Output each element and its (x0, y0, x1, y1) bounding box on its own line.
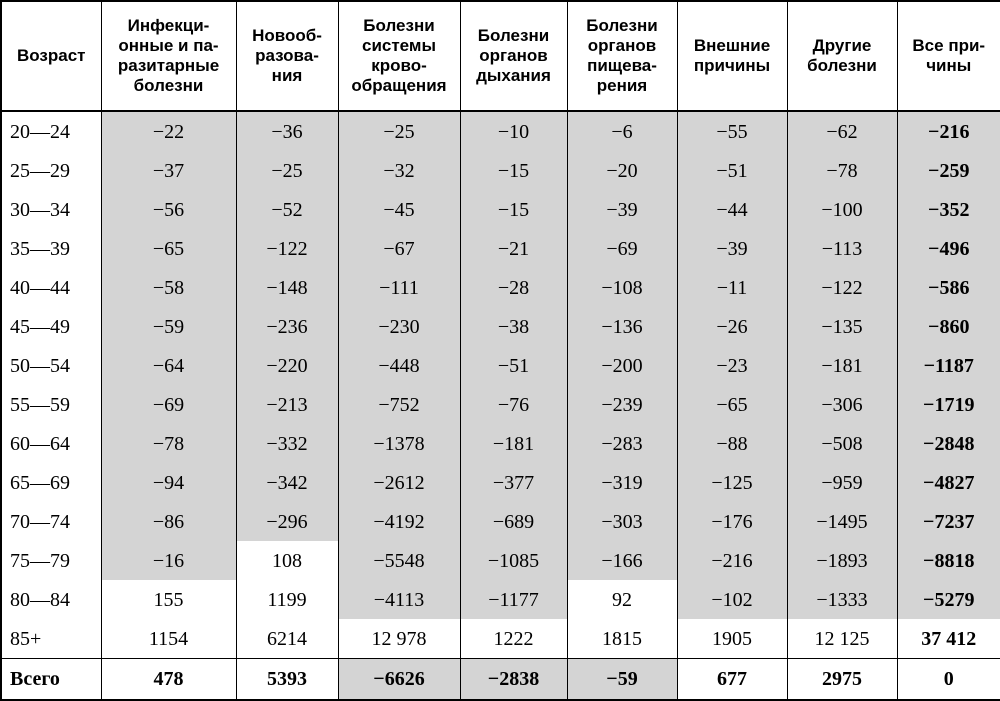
cell-digestive: −200 (567, 346, 677, 385)
table-row (1, 111, 1000, 151)
cell-respiratory: −2838 (460, 659, 567, 701)
cell-neoplasms: −236 (236, 307, 338, 346)
cell-circulatory: −4113 (338, 580, 460, 619)
cell-external: −51 (677, 151, 787, 190)
cell-circulatory: −5548 (338, 541, 460, 580)
cell-external: −176 (677, 502, 787, 541)
cell-infectious: −22 (101, 111, 236, 151)
cell-age: 55—59 (1, 385, 101, 424)
header-row (1, 1, 1000, 111)
cell-age: 20—24 (1, 111, 101, 151)
cell-other: −122 (787, 268, 897, 307)
cell-digestive: −6 (567, 111, 677, 151)
cell-neoplasms: −213 (236, 385, 338, 424)
cell-age: 40—44 (1, 268, 101, 307)
cell-other: −306 (787, 385, 897, 424)
cell-infectious: −58 (101, 268, 236, 307)
cell-infectious: 155 (101, 580, 236, 619)
header-age: Возраст (1, 1, 101, 111)
cell-infectious: 1154 (101, 619, 236, 659)
cell-infectious: −64 (101, 346, 236, 385)
cell-digestive: −59 (567, 659, 677, 701)
cell-digestive: 1815 (567, 619, 677, 659)
cell-neoplasms: 1199 (236, 580, 338, 619)
cell-external: −125 (677, 463, 787, 502)
cell-respiratory: −28 (460, 268, 567, 307)
cell-infectious: −65 (101, 229, 236, 268)
header-infectious: Инфекци- онные и па- разитарные болезни (101, 1, 236, 111)
cell-infectious: −37 (101, 151, 236, 190)
table-row (1, 190, 1000, 229)
cell-circulatory: −67 (338, 229, 460, 268)
cell-all-causes: 0 (897, 659, 1000, 701)
cell-respiratory: −689 (460, 502, 567, 541)
cell-respiratory: −51 (460, 346, 567, 385)
header-circulatory: Болезни системы крово- обращения (338, 1, 460, 111)
table-row (1, 385, 1000, 424)
cell-all-causes: −496 (897, 229, 1000, 268)
cell-neoplasms: 6214 (236, 619, 338, 659)
cell-circulatory: −6626 (338, 659, 460, 701)
cell-external: −39 (677, 229, 787, 268)
cell-age: 25—29 (1, 151, 101, 190)
cell-external: −88 (677, 424, 787, 463)
table-row (1, 151, 1000, 190)
cell-all-causes: −259 (897, 151, 1000, 190)
cell-age: 80—84 (1, 580, 101, 619)
cell-age: 35—39 (1, 229, 101, 268)
cell-infectious: −59 (101, 307, 236, 346)
table-row (1, 424, 1000, 463)
table-row (1, 502, 1000, 541)
cell-other: −1893 (787, 541, 897, 580)
cell-other: −508 (787, 424, 897, 463)
cell-age: 50—54 (1, 346, 101, 385)
cell-neoplasms: −342 (236, 463, 338, 502)
cell-other: −135 (787, 307, 897, 346)
cell-digestive: −39 (567, 190, 677, 229)
cell-other: −959 (787, 463, 897, 502)
cell-infectious: −56 (101, 190, 236, 229)
table-body (1, 111, 1000, 700)
cell-respiratory: −76 (460, 385, 567, 424)
cell-other: −1495 (787, 502, 897, 541)
cell-circulatory: −1378 (338, 424, 460, 463)
table-row (1, 268, 1000, 307)
table-row (1, 229, 1000, 268)
cell-external: −26 (677, 307, 787, 346)
cell-all-causes: −860 (897, 307, 1000, 346)
cell-respiratory: −21 (460, 229, 567, 268)
table-row (1, 619, 1000, 659)
cell-infectious: −78 (101, 424, 236, 463)
cell-all-causes: −7237 (897, 502, 1000, 541)
table-row (1, 307, 1000, 346)
cell-respiratory: −181 (460, 424, 567, 463)
table-row (1, 541, 1000, 580)
cell-other: −62 (787, 111, 897, 151)
cell-age: 45—49 (1, 307, 101, 346)
table-row (1, 346, 1000, 385)
header-neoplasms: Новооб- разова- ния (236, 1, 338, 111)
cell-other: −113 (787, 229, 897, 268)
cell-external: −44 (677, 190, 787, 229)
cell-digestive: −108 (567, 268, 677, 307)
cell-circulatory: −448 (338, 346, 460, 385)
cell-circulatory: −752 (338, 385, 460, 424)
cell-circulatory: 12 978 (338, 619, 460, 659)
cell-neoplasms: −36 (236, 111, 338, 151)
cell-all-causes: −216 (897, 111, 1000, 151)
cell-circulatory: −4192 (338, 502, 460, 541)
cell-respiratory: −10 (460, 111, 567, 151)
cell-infectious: −69 (101, 385, 236, 424)
cell-respiratory: 1222 (460, 619, 567, 659)
header-respiratory: Болезни органов дыхания (460, 1, 567, 111)
cell-infectious: −86 (101, 502, 236, 541)
cell-all-causes: 37 412 (897, 619, 1000, 659)
cell-age: 85+ (1, 619, 101, 659)
cell-external: −11 (677, 268, 787, 307)
cell-infectious: −94 (101, 463, 236, 502)
cell-external: −65 (677, 385, 787, 424)
cell-digestive: −136 (567, 307, 677, 346)
cell-neoplasms: −332 (236, 424, 338, 463)
cell-digestive: 92 (567, 580, 677, 619)
cell-all-causes: −1719 (897, 385, 1000, 424)
cell-neoplasms: −220 (236, 346, 338, 385)
cell-circulatory: −230 (338, 307, 460, 346)
cell-respiratory: −377 (460, 463, 567, 502)
cell-digestive: −283 (567, 424, 677, 463)
cell-all-causes: −4827 (897, 463, 1000, 502)
cell-neoplasms: −122 (236, 229, 338, 268)
cell-neoplasms: 108 (236, 541, 338, 580)
cell-respiratory: −38 (460, 307, 567, 346)
cell-external: −55 (677, 111, 787, 151)
cell-other: 12 125 (787, 619, 897, 659)
cell-neoplasms: −25 (236, 151, 338, 190)
table-row (1, 463, 1000, 502)
header-external: Внешние причины (677, 1, 787, 111)
cell-other: −181 (787, 346, 897, 385)
cell-external: −216 (677, 541, 787, 580)
cell-infectious: 478 (101, 659, 236, 701)
cell-respiratory: −1085 (460, 541, 567, 580)
cell-other: −100 (787, 190, 897, 229)
total-row (1, 659, 1000, 701)
cell-all-causes: −5279 (897, 580, 1000, 619)
cell-circulatory: −2612 (338, 463, 460, 502)
cell-infectious: −16 (101, 541, 236, 580)
cell-respiratory: −15 (460, 190, 567, 229)
cell-respiratory: −15 (460, 151, 567, 190)
cell-all-causes: −586 (897, 268, 1000, 307)
cell-external: −102 (677, 580, 787, 619)
cell-age: 30—34 (1, 190, 101, 229)
cell-all-causes: −352 (897, 190, 1000, 229)
cell-digestive: −239 (567, 385, 677, 424)
header-other: Другие болезни (787, 1, 897, 111)
cell-circulatory: −25 (338, 111, 460, 151)
cell-age: 75—79 (1, 541, 101, 580)
table-row (1, 580, 1000, 619)
cell-respiratory: −1177 (460, 580, 567, 619)
cell-other: −78 (787, 151, 897, 190)
cell-digestive: −319 (567, 463, 677, 502)
cell-neoplasms: −296 (236, 502, 338, 541)
cell-digestive: −69 (567, 229, 677, 268)
cell-other: 2975 (787, 659, 897, 701)
cell-external: 1905 (677, 619, 787, 659)
cell-age: 70—74 (1, 502, 101, 541)
header-digestive: Болезни органов пищева- рения (567, 1, 677, 111)
cell-digestive: −166 (567, 541, 677, 580)
cell-all-causes: −8818 (897, 541, 1000, 580)
cell-other: −1333 (787, 580, 897, 619)
cell-all-causes: −2848 (897, 424, 1000, 463)
cell-all-causes: −1187 (897, 346, 1000, 385)
cell-neoplasms: −148 (236, 268, 338, 307)
cell-neoplasms: 5393 (236, 659, 338, 701)
cell-age: 65—69 (1, 463, 101, 502)
cell-circulatory: −111 (338, 268, 460, 307)
cell-digestive: −303 (567, 502, 677, 541)
cell-neoplasms: −52 (236, 190, 338, 229)
cell-circulatory: −45 (338, 190, 460, 229)
cell-circulatory: −32 (338, 151, 460, 190)
cell-age: Всего (1, 659, 101, 701)
cell-age: 60—64 (1, 424, 101, 463)
header-all-causes: Все при- чины (897, 1, 1000, 111)
cell-external: −23 (677, 346, 787, 385)
cell-digestive: −20 (567, 151, 677, 190)
cell-external: 677 (677, 659, 787, 701)
